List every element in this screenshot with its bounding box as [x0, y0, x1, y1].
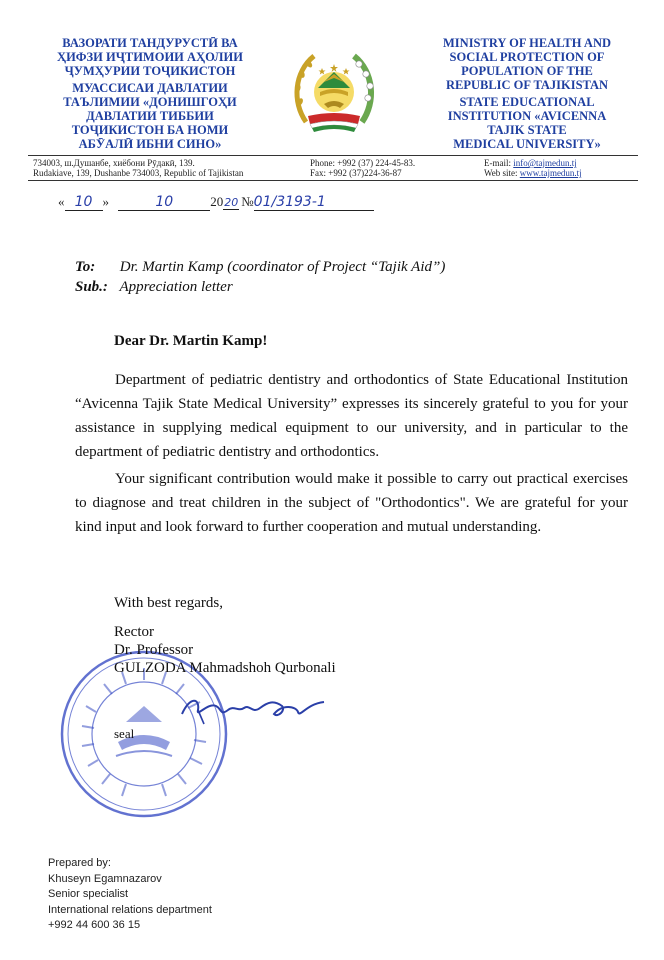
header-left-line: ҲИФЗИ ИҶТИМОИИ АҲОЛИИ [57, 50, 243, 64]
email-label: E-mail: [484, 158, 511, 168]
header-right-line: MEDICAL UNIVERSITY» [453, 137, 601, 151]
prepared-by-line: International relations department [48, 903, 212, 916]
address-english: Rudakiave, 139, Dushanbe 734003, Republic of Tajikistan [33, 168, 244, 178]
header-right-line: TAJIK STATE [487, 123, 567, 137]
header-right-block [432, 36, 622, 151]
phone: Phone: +992 (37) 224-45-83. [310, 158, 416, 168]
handwritten-signature [178, 688, 328, 728]
email-link[interactable]: info@tajmedun.tj [513, 158, 577, 168]
header-left-line: ҶУМҲУРИИ ТОҶИКИСТОН [64, 64, 236, 78]
header-right-line: INSTITUTION «AVICENNA [447, 109, 607, 123]
header-left-block [40, 36, 260, 151]
seal-label: seal [114, 726, 135, 741]
prepared-by-line: +992 44 600 36 15 [48, 919, 141, 931]
header-right-line: REPUBLIC OF TAJIKISTAN [445, 78, 609, 92]
header-left-line: ТАЪЛИМИИ «ДОНИШГОҲИ [63, 95, 237, 109]
number-label: № [241, 194, 254, 209]
reference-number: 01/3193-1 [254, 194, 374, 211]
signatory-title: Dr. Professor [114, 642, 194, 658]
header-right-line: SOCIAL PROTECTION OF [449, 50, 605, 64]
year-suffix: 20 [224, 196, 239, 209]
website-label: Web site: [484, 168, 518, 178]
year-prefix: 20 [210, 194, 224, 209]
divider-bottom [28, 180, 638, 181]
to-value: Dr. Martin Kamp (coordinator of Project “Tajik Aid”) [119, 259, 446, 275]
prepared-by-line: Senior specialist [48, 888, 129, 900]
salutation: Dear Dr. Martin Kamp! [114, 333, 268, 349]
quote-open: « [58, 194, 65, 209]
prepared-by-line: Khuseyn Egamnazarov [48, 872, 162, 885]
website-link[interactable]: www.tajmedun.tj [519, 168, 582, 178]
header-right-line: STATE EDUCATIONAL [459, 95, 595, 109]
date-month: 10 [118, 194, 210, 211]
header-left-line: ВАЗОРАТИ ТАНДУРУСТӢ ВА [62, 36, 238, 50]
signatory-name: GULZODA Mahmadshoh Qurbonali [114, 660, 336, 676]
subject-label: Sub.: [75, 279, 108, 295]
header-left-line: МУАССИСАИ ДАВЛАТИИ [72, 81, 228, 95]
prepared-by-block [48, 856, 212, 934]
email-row [484, 158, 577, 168]
body-paragraph: Department of pediatric dentistry and orthodontics of State Educational Institution “Avicenna Tajik State Medical University” expresses its sincerely grateful to you for your assistance in supplying medical equipment to our university, and in particular to the department of pediatric dentistry and orthodontics. [75, 372, 628, 460]
header-left-line: АБӮАЛӢ ИБНИ СИНО» [78, 137, 222, 151]
subject-value: Appreciation letter [119, 279, 233, 295]
subject-line [75, 279, 233, 296]
date-reference [58, 194, 374, 211]
header-left-line: ДАВЛАТИИ ТИББИИ [86, 109, 214, 123]
closing: With best regards, [114, 595, 223, 611]
website-row [484, 168, 582, 178]
address-tajik: 734003, ш.Душанбе, хиёбони Рӯдакӣ, 139. [33, 158, 195, 168]
fax: Fax: +992 (37)224-36-87 [310, 168, 402, 178]
recipient-line [75, 259, 445, 276]
letter-body [75, 368, 628, 539]
body-paragraph: Your significant contribution would make it possible to carry out practical exercises to diagnose and treat children in the subject of "Orthodontics". We are grateful for your kind input and look forward to further cooperation and mutual understanding. [75, 471, 628, 535]
quote-close: » [102, 194, 109, 209]
header-right-line: MINISTRY OF HEALTH AND [443, 36, 611, 50]
to-label: To: [75, 259, 96, 275]
header-right-line: POPULATION OF THE [461, 64, 593, 78]
date-day: 10 [65, 194, 103, 211]
state-emblem [284, 42, 384, 142]
divider-top [28, 155, 638, 156]
prepared-by-line: Prepared by: [48, 857, 111, 869]
signatory-position: Rector [114, 624, 154, 640]
header-left-line: ТОҶИКИСТОН БА НОМИ [71, 123, 229, 137]
